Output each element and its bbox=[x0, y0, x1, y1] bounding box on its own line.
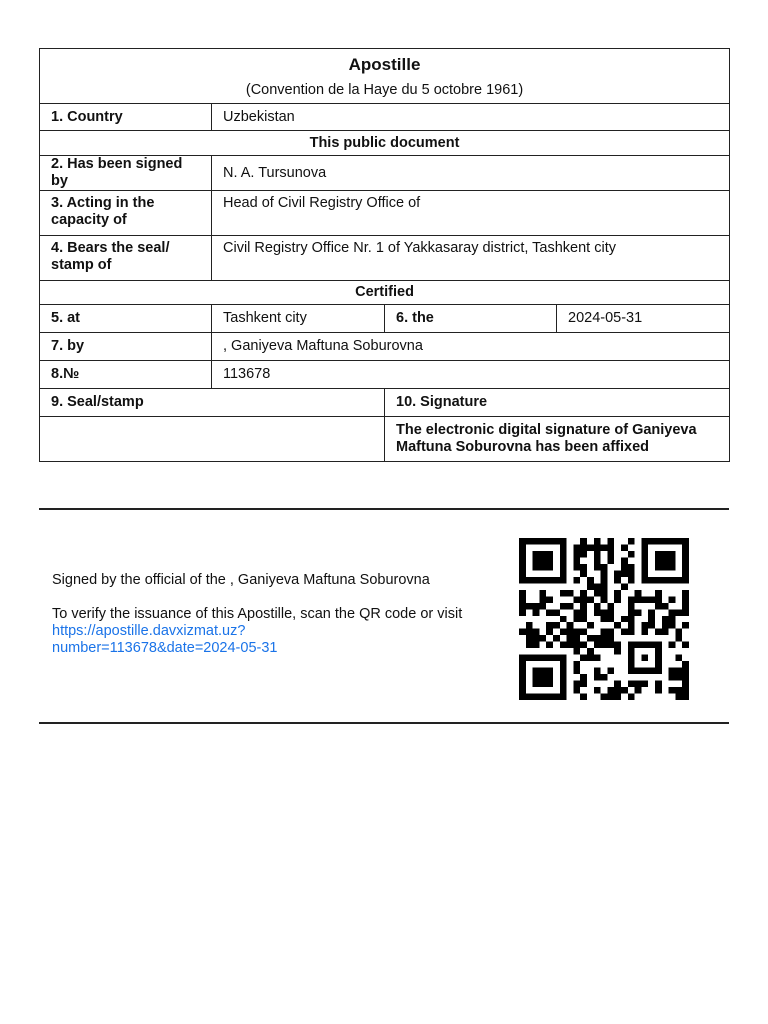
seal-value: Civil Registry Office Nr. 1 of Yakkasaray district, Tashkent city bbox=[212, 236, 730, 281]
number-label: 8.№ bbox=[40, 361, 212, 389]
signature-value: The electronic digital signature of Ganiyeva Maftuna Soburovna has been affixed bbox=[385, 417, 730, 462]
signature-label: 10. Signature bbox=[385, 389, 730, 417]
verify-text: To verify the issuance of this Apostille, scan the QR code or visit bbox=[52, 606, 463, 622]
verification-link[interactable] bbox=[52, 623, 277, 656]
signed-by-label: 2. Has been signed by bbox=[40, 156, 212, 191]
apostille-header bbox=[40, 49, 730, 104]
verification-link-line2: number=113678&date=2024-05-31 bbox=[52, 640, 278, 656]
public-document-heading: This public document bbox=[40, 131, 730, 156]
certified-heading: Certified bbox=[40, 281, 730, 305]
at-value: Tashkent city bbox=[212, 305, 385, 333]
by-value: , Ganiyeva Maftuna Soburovna bbox=[212, 333, 730, 361]
apostille-title: Apostille bbox=[348, 55, 421, 74]
apostille-table bbox=[39, 48, 730, 462]
verification-block bbox=[52, 572, 472, 657]
number-value: 113678 bbox=[212, 361, 730, 389]
country-value: Uzbekistan bbox=[212, 104, 730, 131]
at-label: 5. at bbox=[40, 305, 212, 333]
capacity-label: 3. Acting in the capacity of bbox=[40, 191, 212, 236]
signed-by-official-text: Signed by the official of the , Ganiyeva Maftuna Soburovna bbox=[52, 572, 430, 588]
seal-stamp-area bbox=[40, 417, 385, 462]
seal-label: 4. Bears the seal/ stamp of bbox=[40, 236, 212, 281]
capacity-value: Head of Civil Registry Office of bbox=[212, 191, 730, 236]
qr-code-icon[interactable] bbox=[519, 538, 689, 700]
country-label: 1. Country bbox=[40, 104, 212, 131]
signed-by-value: N. A. Tursunova bbox=[212, 156, 730, 191]
bottom-divider bbox=[39, 722, 729, 724]
seal-stamp-label: 9. Seal/stamp bbox=[40, 389, 385, 417]
verify-instructions bbox=[52, 606, 472, 657]
by-label: 7. by bbox=[40, 333, 212, 361]
top-divider bbox=[39, 508, 729, 510]
apostille-subtitle: (Convention de la Haye du 5 octobre 1961) bbox=[245, 82, 524, 98]
date-label: 6. the bbox=[385, 305, 557, 333]
verification-link-line1: https://apostille.davxizmat.uz? bbox=[52, 623, 246, 639]
date-value: 2024-05-31 bbox=[557, 305, 730, 333]
